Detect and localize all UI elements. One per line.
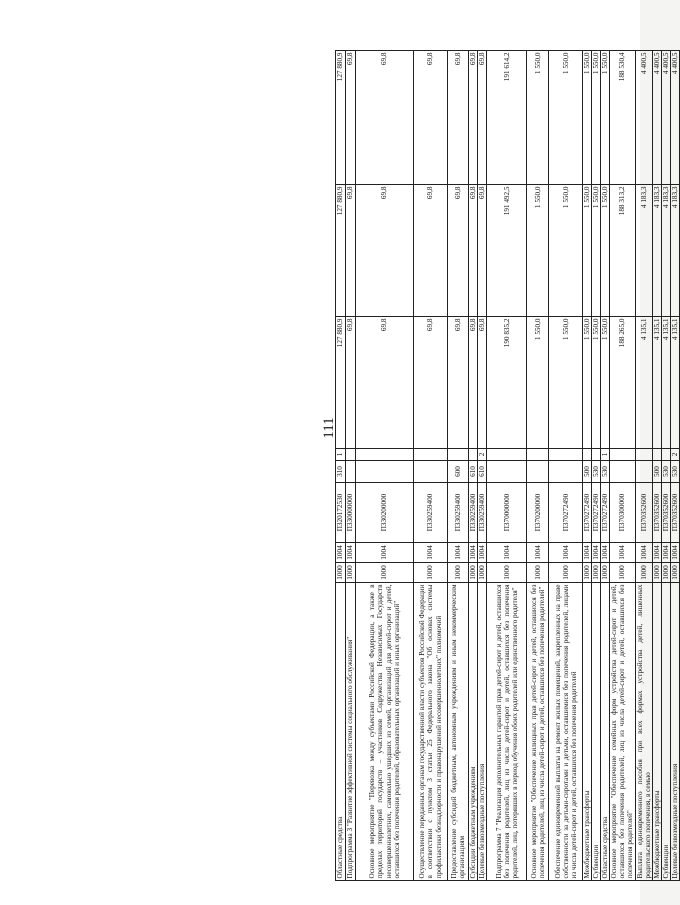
row-rz-cell: 1000 xyxy=(448,563,469,583)
row-amount-2021-cell: 4 400,5 xyxy=(652,51,661,185)
budget-table xyxy=(335,50,680,881)
row-amount-2021-cell: 69,8 xyxy=(356,51,414,185)
row-amount-2020-cell: 4 183,3 xyxy=(670,185,679,317)
table-row xyxy=(356,51,414,881)
row-name-cell: Основное мероприятие "Обеспечение жилищных прав детей-сирот и детей, оставшихся без попечения родителей, лиц из числа детей-сирот и детей, оставшихся без попечения родителей" xyxy=(527,583,549,881)
row-vr-cell: 530 xyxy=(661,461,670,483)
row-name-cell: Субвенции xyxy=(661,583,670,881)
row-amount-2021-cell: 69,8 xyxy=(478,51,487,185)
row-amount-2021-cell: 127 880,9 xyxy=(336,51,346,185)
row-pr-cell: 1004 xyxy=(670,543,679,563)
row-rz-cell: 1000 xyxy=(652,563,661,583)
table-row xyxy=(549,51,583,881)
row-rz-cell: 1000 xyxy=(469,563,478,583)
table-row xyxy=(414,51,448,881)
row-csr-cell: П370352600 xyxy=(670,483,679,543)
row-amount-2020-cell: 191 492,5 xyxy=(487,185,527,317)
row-pr-cell: 1004 xyxy=(583,543,592,563)
row-amount-2019-cell: 188 265,0 xyxy=(610,317,635,449)
row-csr-cell: П330259400 xyxy=(414,483,448,543)
row-source-cell xyxy=(610,449,635,461)
table-row xyxy=(670,51,679,881)
table-row xyxy=(652,51,661,881)
row-rz-cell: 1000 xyxy=(356,563,414,583)
table-row xyxy=(610,51,635,881)
table-row xyxy=(469,51,478,881)
row-pr-cell: 1004 xyxy=(527,543,549,563)
row-amount-2019-cell: 1 550,0 xyxy=(601,317,610,449)
row-amount-2019-cell: 190 835,2 xyxy=(487,317,527,449)
row-pr-cell: 1004 xyxy=(549,543,583,563)
row-vr-cell: 530 xyxy=(670,461,679,483)
row-amount-2020-cell: 1 550,0 xyxy=(549,185,583,317)
table-row xyxy=(478,51,487,881)
row-amount-2019-cell: 69,8 xyxy=(478,317,487,449)
row-amount-2019-cell: 127 880,9 xyxy=(336,317,346,449)
row-pr-cell: 1004 xyxy=(414,543,448,563)
row-vr-cell: 530 xyxy=(592,461,601,483)
row-source-cell xyxy=(592,449,601,461)
row-pr-cell: 1004 xyxy=(346,543,356,563)
row-amount-2019-cell: 69,8 xyxy=(356,317,414,449)
row-name-cell: Основное мероприятие "Перевозка между субъектами Российской Федерации, а также в пределах территорий государств – участников Содружества Независимых Государств несовершеннолетних, самовольно ушедших из семей, организаций для детей-сирот и детей, оставшихся без попечения родителей, образовательных организаций и иных организаций" xyxy=(356,583,414,881)
row-name-cell: Целевые безвозмездные поступления xyxy=(478,583,487,881)
row-csr-cell: П370272490 xyxy=(592,483,601,543)
row-csr-cell: П370272490 xyxy=(601,483,610,543)
row-source-cell: 2 xyxy=(670,449,679,461)
row-rz-cell: 1000 xyxy=(592,563,601,583)
row-amount-2020-cell: 1 550,0 xyxy=(527,185,549,317)
row-amount-2020-cell: 69,8 xyxy=(346,185,356,317)
table-row xyxy=(487,51,527,881)
row-name-cell: Субсидии бюджетным учреждениям xyxy=(469,583,478,881)
row-vr-cell: 310 xyxy=(336,461,346,483)
row-amount-2020-cell: 69,8 xyxy=(356,185,414,317)
row-source-cell xyxy=(635,449,652,461)
table-row xyxy=(661,51,670,881)
row-name-cell: Межбюджетные трансферты xyxy=(652,583,661,881)
row-amount-2021-cell: 69,8 xyxy=(346,51,356,185)
row-csr-cell: П330259400 xyxy=(478,483,487,543)
row-name-cell: Областные средства xyxy=(336,583,346,881)
row-amount-2021-cell: 188 530,4 xyxy=(610,51,635,185)
row-rz-cell: 1000 xyxy=(487,563,527,583)
row-csr-cell: П330259400 xyxy=(469,483,478,543)
row-amount-2020-cell: 4 183,3 xyxy=(661,185,670,317)
row-amount-2019-cell: 69,8 xyxy=(469,317,478,449)
row-csr-cell: П370352600 xyxy=(635,483,652,543)
row-amount-2019-cell: 4 135,1 xyxy=(661,317,670,449)
row-csr-cell: П370352600 xyxy=(661,483,670,543)
row-pr-cell: 1004 xyxy=(601,543,610,563)
row-amount-2019-cell: 1 550,0 xyxy=(549,317,583,449)
row-pr-cell: 1004 xyxy=(356,543,414,563)
row-amount-2020-cell: 127 880,9 xyxy=(336,185,346,317)
row-amount-2020-cell: 4 183,3 xyxy=(652,185,661,317)
row-name-cell: Предоставление субсидий бюджетным, автономным учреждениям и иным некоммерческим организациям xyxy=(448,583,469,881)
row-amount-2020-cell: 69,8 xyxy=(414,185,448,317)
row-csr-cell: П370272490 xyxy=(549,483,583,543)
row-amount-2019-cell: 1 550,0 xyxy=(592,317,601,449)
row-source-cell xyxy=(487,449,527,461)
row-pr-cell: 1004 xyxy=(487,543,527,563)
row-pr-cell: 1004 xyxy=(448,543,469,563)
row-amount-2020-cell: 1 550,0 xyxy=(601,185,610,317)
row-csr-cell: П370352600 xyxy=(652,483,661,543)
row-vr-cell: 530 xyxy=(601,461,610,483)
row-amount-2021-cell: 1 550,0 xyxy=(527,51,549,185)
row-name-cell: Подпрограмма 3 "Развитие эффективной системы социального обслуживания" xyxy=(346,583,356,881)
row-amount-2020-cell: 69,8 xyxy=(448,185,469,317)
row-source-cell xyxy=(549,449,583,461)
row-amount-2021-cell: 191 614,2 xyxy=(487,51,527,185)
row-name-cell: Обеспечение единовременной выплаты на ремонт жилых помещений, закрепленных на праве собственности за детьми-сиротами и детьми, оставшимися без попечения родителей, лицами из числа детей-сирот и детей, оставшихся без попечения родителей xyxy=(549,583,583,881)
table-row xyxy=(635,51,652,881)
table-row xyxy=(336,51,346,881)
row-pr-cell: 1004 xyxy=(610,543,635,563)
row-amount-2019-cell: 69,8 xyxy=(346,317,356,449)
row-amount-2020-cell: 4 183,3 xyxy=(635,185,652,317)
table-row xyxy=(527,51,549,881)
row-pr-cell: 1004 xyxy=(478,543,487,563)
row-amount-2021-cell: 1 550,0 xyxy=(592,51,601,185)
row-amount-2021-cell: 4 400,5 xyxy=(635,51,652,185)
row-source-cell: 1 xyxy=(336,449,346,461)
row-amount-2019-cell: 4 135,1 xyxy=(670,317,679,449)
row-rz-cell: 1000 xyxy=(670,563,679,583)
row-rz-cell: 1000 xyxy=(583,563,592,583)
table-row xyxy=(601,51,610,881)
table-row xyxy=(592,51,601,881)
budget-table-body xyxy=(336,51,680,881)
row-amount-2021-cell: 69,8 xyxy=(414,51,448,185)
row-vr-cell: 610 xyxy=(469,461,478,483)
row-rz-cell: 1000 xyxy=(527,563,549,583)
row-name-cell: Субвенции xyxy=(592,583,601,881)
row-amount-2020-cell: 69,8 xyxy=(469,185,478,317)
row-vr-cell: 610 xyxy=(478,461,487,483)
row-csr-cell: П330000000 xyxy=(346,483,356,543)
row-vr-cell xyxy=(549,461,583,483)
row-source-cell: 2 xyxy=(478,449,487,461)
row-rz-cell: 1000 xyxy=(610,563,635,583)
row-amount-2021-cell: 69,8 xyxy=(469,51,478,185)
table-row xyxy=(583,51,592,881)
row-amount-2021-cell: 4 400,5 xyxy=(661,51,670,185)
row-name-cell: Осуществление переданных органам государственной власти субъектов Российской Федерации в соответствии с пунктом 3 статьи 25 Федерального закона "Об основах системы профилактики безнадзорности и правонарушений несовершеннолетних" полномочий xyxy=(414,583,448,881)
row-vr-cell xyxy=(527,461,549,483)
row-pr-cell: 1004 xyxy=(652,543,661,563)
row-source-cell xyxy=(661,449,670,461)
row-csr-cell: П330259400 xyxy=(448,483,469,543)
row-rz-cell: 1000 xyxy=(549,563,583,583)
row-source-cell xyxy=(448,449,469,461)
row-amount-2019-cell: 1 550,0 xyxy=(527,317,549,449)
row-csr-cell: П370300000 xyxy=(610,483,635,543)
row-name-cell: Межбюджетные трансферты xyxy=(583,583,592,881)
row-pr-cell: 1004 xyxy=(592,543,601,563)
row-amount-2021-cell: 1 550,0 xyxy=(583,51,592,185)
row-csr-cell: П370000000 xyxy=(487,483,527,543)
row-rz-cell: 1000 xyxy=(346,563,356,583)
row-amount-2021-cell: 4 400,5 xyxy=(670,51,679,185)
row-name-cell: Основное мероприятие "Обеспечение семейных форм устройства детей-сирот и детей, оставшихся без попечения родителей, лиц из числа детей-сирот и детей, оставшихся без попечения родителей" xyxy=(610,584,635,879)
row-source-cell: 1 xyxy=(601,449,610,461)
row-amount-2019-cell: 4 135,1 xyxy=(652,317,661,449)
row-pr-cell: 1004 xyxy=(661,543,670,563)
row-csr-cell: П370200000 xyxy=(527,483,549,543)
row-vr-cell xyxy=(414,461,448,483)
row-csr-cell: П370272490 xyxy=(583,483,592,543)
row-amount-2021-cell: 1 550,0 xyxy=(549,51,583,185)
row-pr-cell: 1004 xyxy=(336,543,346,563)
row-source-cell xyxy=(469,449,478,461)
row-source-cell xyxy=(346,449,356,461)
row-vr-cell: 600 xyxy=(448,461,469,483)
row-rz-cell: 1000 xyxy=(336,563,346,583)
row-name-cell: Подпрограмма 7 "Реализация дополнительных гарантий прав детей-сирот и детей, оставшихся без попечения родителей, лиц из числа детей-сирот и детей, оставшихся без попечения родителей, лиц, потерявших в период обучения обоих родителей или единственного родителя" xyxy=(487,583,527,881)
row-amount-2020-cell: 69,8 xyxy=(478,185,487,317)
row-source-cell xyxy=(414,449,448,461)
row-amount-2019-cell: 69,8 xyxy=(448,317,469,449)
row-amount-2020-cell: 188 313,2 xyxy=(610,185,635,317)
row-source-cell xyxy=(652,449,661,461)
row-vr-cell: 500 xyxy=(583,461,592,483)
row-name-cell: Выплата единовременного пособия при всех формах устройства детей, лишенных родительского попечения, в семью xyxy=(635,584,652,879)
row-amount-2021-cell: 69,8 xyxy=(448,51,469,185)
row-rz-cell: 1000 xyxy=(478,563,487,583)
row-csr-cell: П320172530 xyxy=(336,483,346,543)
row-vr-cell xyxy=(356,461,414,483)
row-amount-2021-cell: 1 550,0 xyxy=(601,51,610,185)
row-name-cell: Целевые безвозмездные поступления xyxy=(670,583,679,881)
row-amount-2019-cell: 69,8 xyxy=(414,317,448,449)
row-source-cell xyxy=(583,449,592,461)
table-row xyxy=(346,51,356,881)
row-rz-cell: 1000 xyxy=(414,563,448,583)
row-name-cell: Областные средства xyxy=(601,583,610,881)
row-source-cell xyxy=(356,449,414,461)
row-rz-cell: 1000 xyxy=(601,563,610,583)
row-vr-cell: 500 xyxy=(652,461,661,483)
row-amount-2019-cell: 4 135,1 xyxy=(635,317,652,449)
row-source-cell xyxy=(527,449,549,461)
row-csr-cell: П330200000 xyxy=(356,483,414,543)
row-vr-cell xyxy=(635,461,652,483)
row-rz-cell: 1000 xyxy=(661,563,670,583)
row-rz-cell: 1000 xyxy=(635,563,652,583)
row-amount-2020-cell: 1 550,0 xyxy=(592,185,601,317)
row-pr-cell: 1004 xyxy=(635,543,652,563)
row-amount-2019-cell: 1 550,0 xyxy=(583,317,592,449)
row-pr-cell: 1004 xyxy=(469,543,478,563)
row-vr-cell xyxy=(346,461,356,483)
rotated-table-frame xyxy=(335,51,679,881)
table-row xyxy=(448,51,469,881)
row-vr-cell xyxy=(487,461,527,483)
row-vr-cell xyxy=(610,461,635,483)
page-number: 111 xyxy=(321,417,337,439)
row-amount-2020-cell: 1 550,0 xyxy=(583,185,592,317)
